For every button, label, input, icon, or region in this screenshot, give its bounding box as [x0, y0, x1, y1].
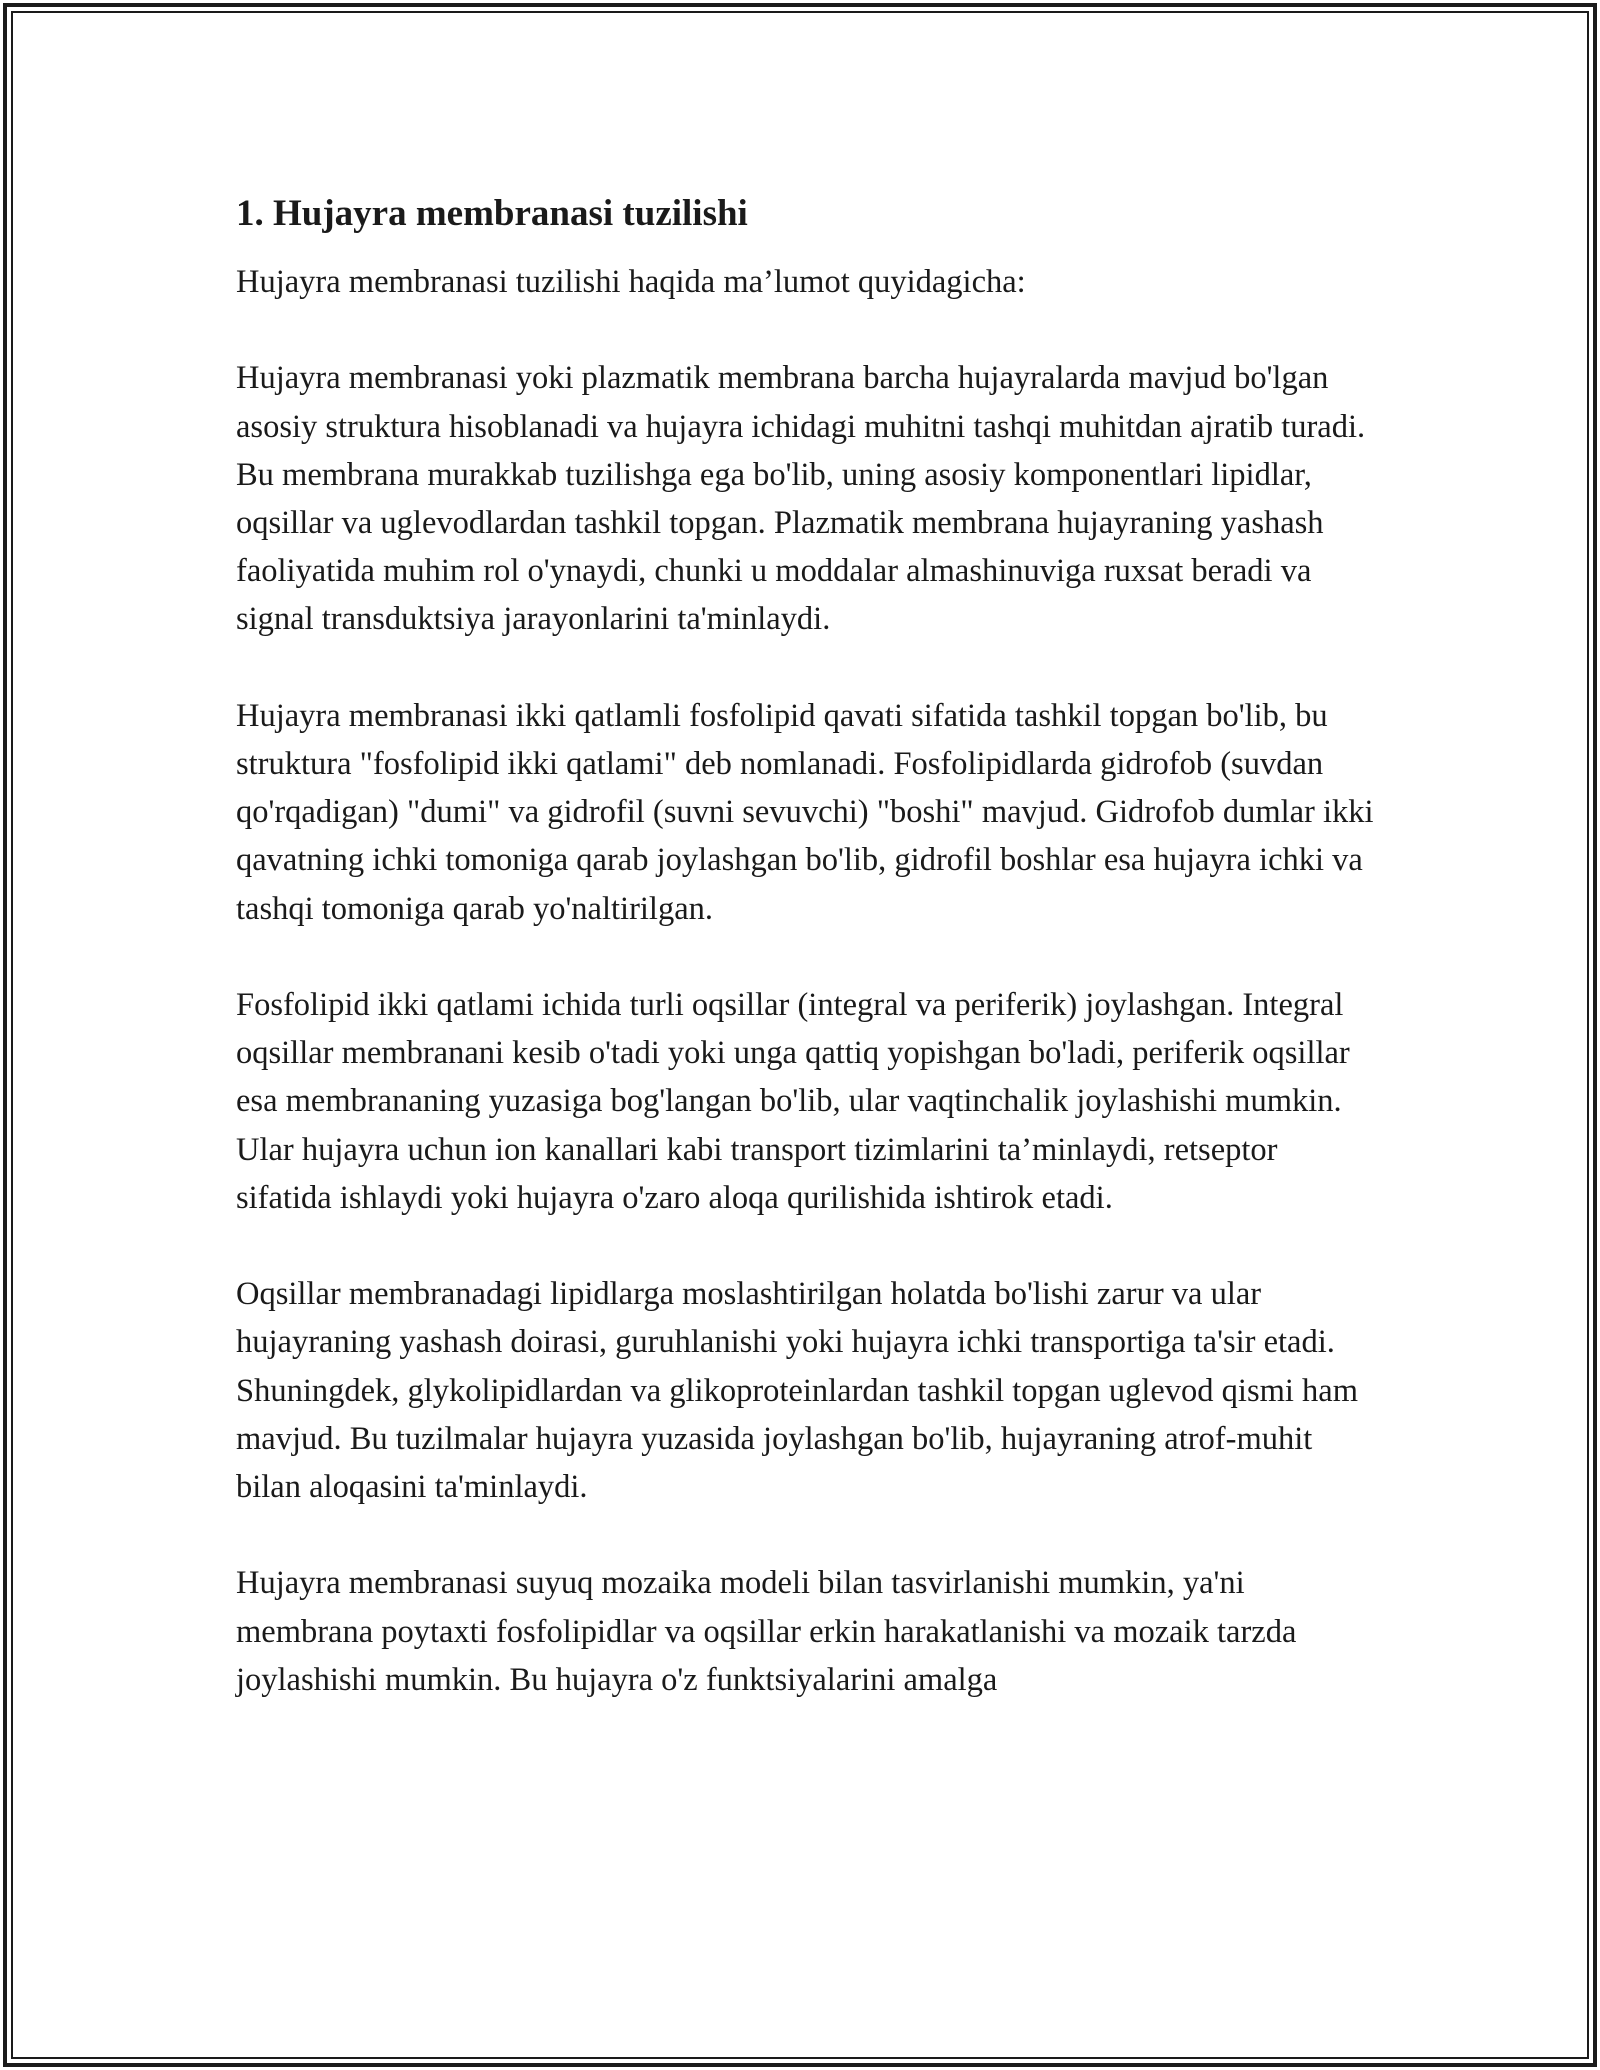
paragraph: Oqsillar membranadagi lipidlarga moslashtirilgan holatda bo'lishi zarur va ular hujayraning yashash doirasi, guruhlanishi yoki hujayra ichki transportiga ta'sir etadi. Shuningdek, glykolipidlardan va glikoproteinlardan tashkil topgan uglevod qismi ham mavjud. Bu tuzilmalar hujayra yuzasida joylashgan bo'lib, hujayraning atrof-muhit bilan aloqasini ta'minlaydi.: [236, 1276, 1358, 1506]
paragraph: Fosfolipid ikki qatlami ichida turli oqsillar (integral va periferik) joylashgan. Integral oqsillar membranani kesib o'tadi yoki unga qattiq yopishgan bo'ladi, periferik oqsillar esa membrananing yuzasiga bog'langan bo'lib, ular vaqtinchalik joylashishi mumkin. Ular hujayra uchun ion kanallari kabi transport tizimlarini ta’minlaydi, retseptor sifatida ishlaydi yoki hujayra o'zaro aloqa qurilishida ishtirok etadi.: [236, 987, 1350, 1216]
paragraph: Hujayra membranasi suyuq mozaika modeli bilan tasvirlanishi mumkin, ya'ni membrana poytaxti fosfolipidlar va oqsillar erkin harakatlanishi va mozaik tarzda joylashishi mumkin. Bu hujayra o'z funktsiyalarini amalga: [236, 1565, 1297, 1698]
paragraph: Hujayra membranasi ikki qatlamli fosfolipid qavati sifatida tashkil topgan bo'lib, bu struktura "fosfolipid ikki qatlami" deb nomlanadi. Fosfolipidlarda gidrofob (suvdan qo'rqadigan) "dumi" va gidrofil (suvni sevuvchi) "boshi" mavjud. Gidrofob dumlar ikki qavatning ichki tomoniga qarab joylashgan bo'lib, gidrofil boshlar esa hujayra ichki va tashqi tomoniga qarab yo'naltirilgan.: [236, 697, 1374, 927]
section-heading: 1. Hujayra membranasi tuzilishi: [236, 193, 748, 234]
document-body: [236, 186, 1376, 1752]
paragraph: Hujayra membranasi yoki plazmatik membrana barcha hujayralarda mavjud bo'lgan asosiy struktura hisoblanadi va hujayra ichidagi muhitni tashqi muhitdan ajratib turadi. Bu membrana murakkab tuzilishga ega bo'lib, uning asosiy komponentlari lipidlar, oqsillar va uglevodlardan tashkil topgan. Plazmatik membrana hujayraning yashash faoliyatida muhim rol o'ynaydi, chunki u moddalar almashinuviga ruxsat beradi va signal transduktsiya jarayonlarini ta'minlaydi.: [236, 360, 1366, 638]
intro-paragraph: Hujayra membranasi tuzilishi haqida ma’lumot quyidagicha:: [236, 264, 1026, 300]
